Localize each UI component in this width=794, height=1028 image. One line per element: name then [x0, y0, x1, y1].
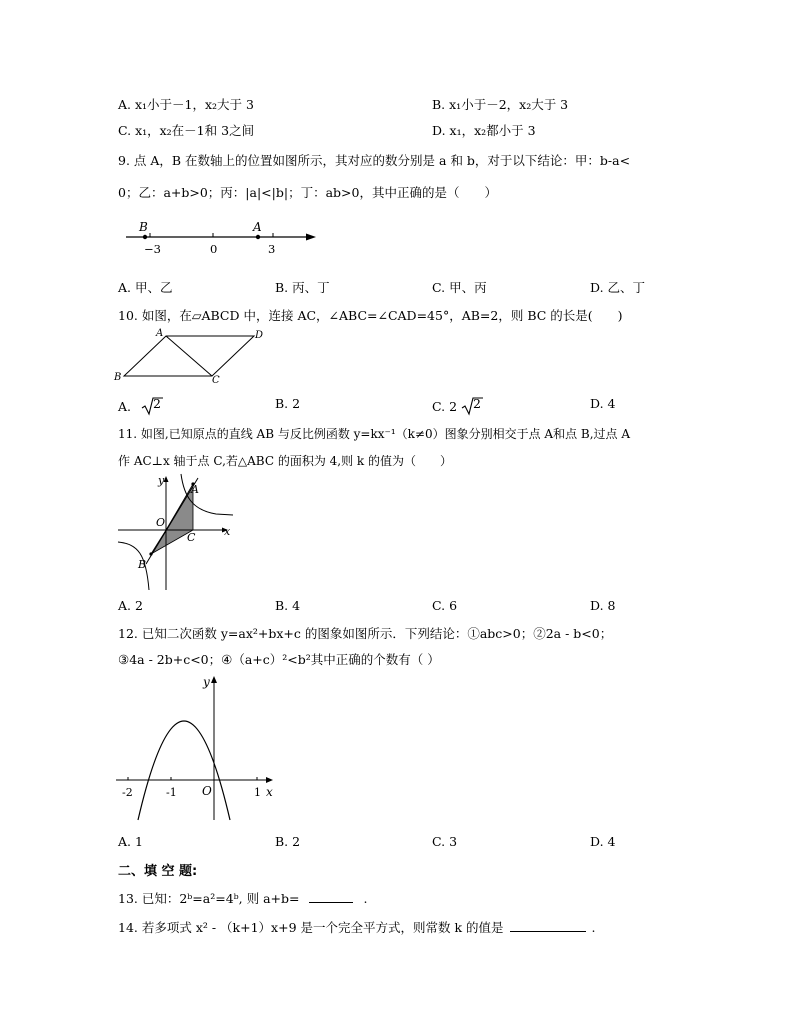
- q8-option-a: A. x₁小于－1，x₂大于 3: [118, 97, 254, 112]
- axis-y-label: y: [158, 474, 165, 487]
- vertex-d-label: D: [255, 330, 264, 341]
- q10-option-a: [118, 396, 163, 416]
- q9-option-b: B. 丙、丁: [275, 280, 330, 295]
- q11-stem-line1: 11. 如图,已知原点的直线 AB 与反比例函数 y=kx⁻¹（k≠0）图象分别相交于点 A和点 B,过点 A: [118, 427, 631, 441]
- q11-stem-line2: 作 AC⊥x 轴于点 C,若△ABC 的面积为 4,则 k 的值为（ ）: [118, 454, 453, 468]
- q11-hyperbola-figure: [118, 474, 233, 590]
- origin-label: O: [156, 516, 166, 529]
- point-b-label: B: [139, 220, 148, 234]
- triangle-abc-shaded: [166, 484, 193, 530]
- q10-parallelogram-figure: [112, 326, 272, 386]
- q9-option-c: C. 甲、丙: [432, 280, 487, 295]
- y-axis-arrow: [211, 676, 217, 683]
- q9-number-line-figure: [118, 218, 328, 258]
- tick-label-neg3: −3: [144, 242, 161, 256]
- q10-option-b: B. 2: [275, 396, 301, 411]
- q10-option-a-radicand: 2: [153, 396, 161, 411]
- axis-x-label: x: [224, 525, 231, 538]
- q8-option-b: B. x₁小于－2，x₂大于 3: [432, 97, 569, 112]
- vertex-b-label: B: [114, 372, 122, 383]
- q12-option-b: B. 2: [275, 834, 301, 849]
- q11-option-d: D. 8: [590, 598, 616, 613]
- number-line-arrow: [306, 234, 316, 241]
- q12-stem-line1: 12. 已知二次函数 y=ax²+bx+c 的图象如图所示．下列结论：①abc>0；②2a - b<0；: [118, 626, 613, 641]
- tick-label-neg1: -1: [166, 786, 177, 799]
- point-b: [149, 552, 152, 555]
- q9-option-d: D. 乙、丁: [590, 280, 646, 295]
- q13-period: .: [363, 891, 368, 906]
- q10-option-d: D. 4: [590, 396, 616, 411]
- q12-option-c: C. 3: [432, 834, 458, 849]
- q14-period: .: [591, 920, 596, 935]
- y-axis-arrow: [164, 476, 169, 482]
- point-a: [256, 235, 260, 239]
- q10-option-c-radicand: 2: [473, 396, 481, 411]
- q14-answer-blank[interactable]: [510, 931, 586, 932]
- x-axis-arrow: [266, 777, 273, 783]
- tick-label-0: 0: [210, 242, 218, 256]
- q11-option-a: A. 2: [118, 598, 143, 613]
- point-b-label: B: [138, 558, 147, 571]
- q12-option-d: D. 4: [590, 834, 616, 849]
- q12-stem-line2: ③4a - 2b+c<0；④（a+c）²<b²其中正确的个数有（ ）: [118, 652, 440, 667]
- axis-x-label: x: [266, 785, 273, 799]
- parabola-curve: [138, 721, 230, 820]
- tick-label-neg2: -2: [122, 786, 133, 799]
- q10-option-c-text: C. 2: [432, 399, 458, 414]
- point-a-label: A: [191, 483, 199, 496]
- point-b: [143, 235, 147, 239]
- q9-option-a: A. 甲、乙: [118, 280, 173, 295]
- origin-label: O: [202, 784, 212, 798]
- q11-option-c: C. 6: [432, 598, 458, 613]
- q10-option-a-letter: A.: [118, 399, 132, 414]
- q8-option-c: C. x₁，x₂在－1和 3之间: [118, 123, 255, 138]
- q14-stem: 14. 若多项式 x² - （k+1）x+9 是一个完全平方式，则常数 k 的值是: [118, 920, 504, 935]
- q10-option-c: [432, 396, 483, 416]
- q13-answer-blank[interactable]: [309, 902, 353, 903]
- point-c-label: C: [187, 531, 196, 544]
- q10-option-c-sqrt: [461, 396, 483, 416]
- q9-stem-line2: 0；乙：a+b>0；丙：|a|<|b|；丁：ab>0，其中正确的是（ ）: [118, 185, 497, 200]
- vertex-c-label: C: [212, 375, 220, 386]
- q12-parabola-figure: [116, 672, 281, 820]
- q12-option-a: A. 1: [118, 834, 143, 849]
- tick-label-1: 1: [254, 786, 261, 799]
- q14-line: [118, 918, 595, 936]
- axis-y-label: y: [203, 675, 210, 689]
- vertex-a-label: A: [156, 328, 164, 339]
- q13-stem: 13. 已知：2ᵇ=a²=4ᵇ, 则 a+b=: [118, 891, 300, 906]
- q11-option-b: B. 4: [275, 598, 301, 613]
- tick-label-3: 3: [268, 242, 276, 256]
- diagonal-ac: [166, 336, 212, 376]
- q13-line: [118, 889, 367, 907]
- point-a-label: A: [253, 220, 262, 234]
- q10-stem: 10. 如图，在▱ABCD 中，连接 AC，∠ABC=∠CAD=45°，AB=2，则 BC 的长是( ): [118, 308, 623, 323]
- q10-option-a-sqrt: [141, 396, 163, 416]
- section-title-fill-in: 二、填 空 题:: [118, 864, 198, 879]
- q8-option-d: D. x₁，x₂都小于 3: [432, 123, 536, 138]
- q9-stem-line1: 9. 点 A，B 在数轴上的位置如图所示，其对应的数分别是 a 和 b，对于以下结论：甲：b-a<: [118, 153, 631, 168]
